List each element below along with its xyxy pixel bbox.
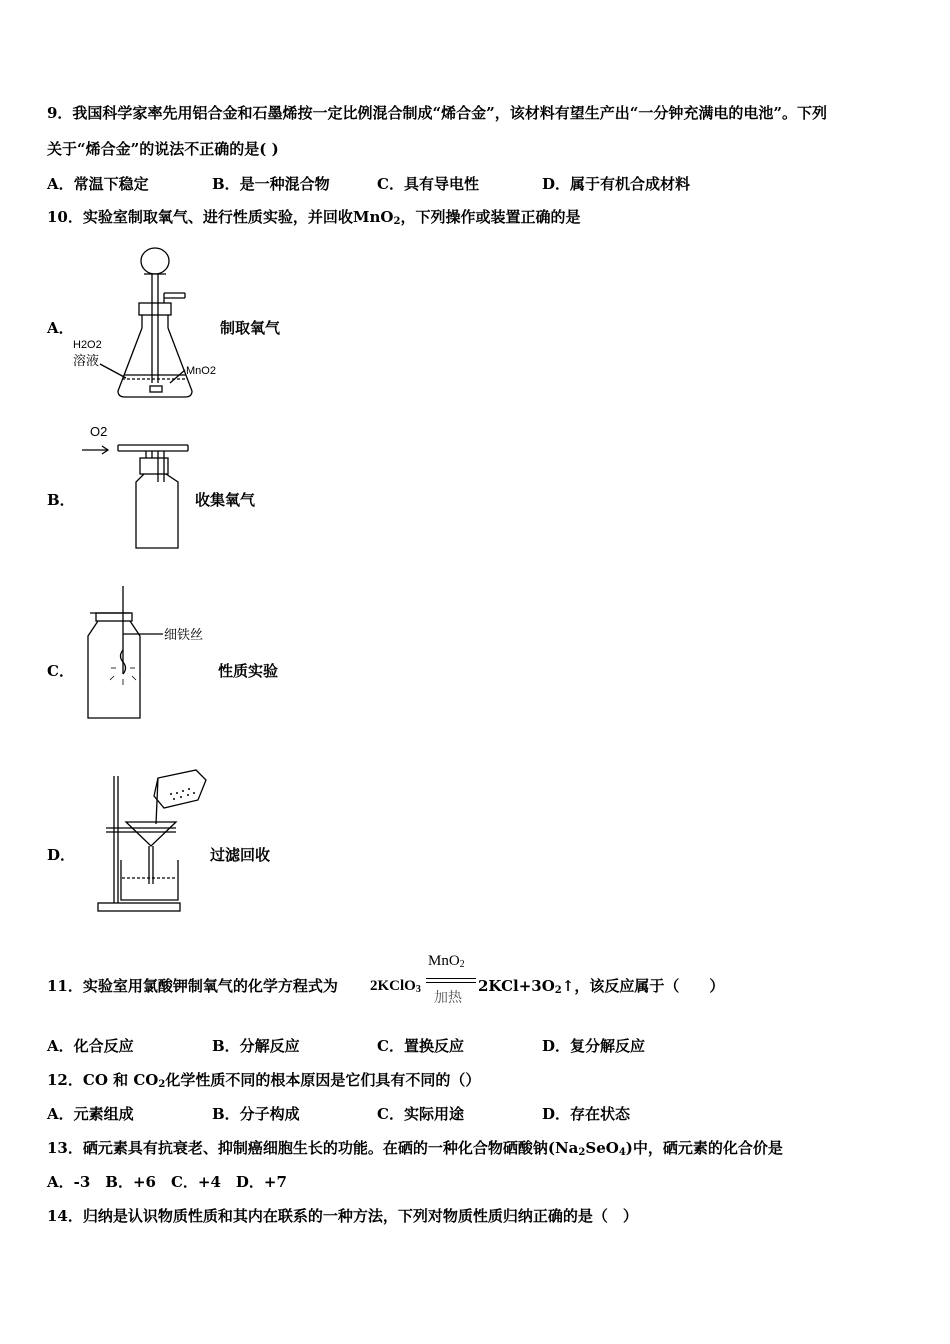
q9-option-b: B．是一种混合物: [212, 175, 330, 193]
q11-option-b: B．分解反应: [212, 1037, 300, 1055]
h2o2-label: H2O2: [73, 339, 102, 351]
q9-option-c: C．具有导电性: [377, 175, 479, 193]
q12-option-b: B．分子构成: [212, 1105, 300, 1123]
iron-wire-label: 细铁丝: [164, 628, 204, 643]
q9-stem-line2: 关于“烯合金”的说法不正确的是( ): [47, 140, 279, 158]
q12-option-a: A．元素组成: [47, 1105, 134, 1123]
q11-option-c: C．置换反应: [377, 1037, 464, 1055]
q10-option-c-caption: 性质实验: [218, 662, 279, 680]
q11-equals-bar-bottom: [426, 982, 476, 983]
q11-reactant: 2KClO$_3$: [370, 978, 421, 995]
q11-option-d: D．复分解反应: [542, 1037, 646, 1055]
q14-stem: 14．归纳是认识物质性质和其内在联系的一种方法，下列对物质性质归纳正确的是（ ）: [47, 1207, 638, 1225]
q10-option-a-caption: 制取氧气: [220, 319, 281, 337]
q12-option-d: D．存在状态: [542, 1105, 631, 1123]
o2-label: O2: [90, 424, 108, 439]
q12-option-c: C．实际用途: [377, 1105, 464, 1123]
q11-condition: 加热: [434, 990, 462, 1006]
q9-option-d: D．属于有机合成材料: [542, 175, 691, 193]
q9-option-a: A．常温下稳定: [47, 175, 149, 193]
q11-option-a: A．化合反应: [47, 1037, 134, 1055]
solution-label: 溶液: [73, 354, 100, 369]
q10-option-d-letter: D．: [47, 846, 76, 864]
q10-option-c-letter: C．: [47, 662, 74, 680]
q10-option-d-caption: 过滤回收: [210, 846, 271, 864]
q11-rest: $2KCl+3O_2↑$，该反应属于（ ）: [478, 977, 725, 996]
q13-options: A．-3 B．+6 C．+4 D．+7: [47, 1173, 287, 1191]
q12-stem: 12．CO 和 $CO_2$化学性质不同的根本原因是它们具有不同的（）: [47, 1071, 481, 1090]
q11-catalyst: MnO$_2$: [428, 953, 465, 970]
q11-equals-bar-top: [426, 978, 476, 979]
q10-stem: 10．实验室制取氧气、进行性质实验，并回收MnO$_2$，下列操作或装置正确的是: [47, 208, 581, 227]
q13-stem: 13．硒元素具有抗衰老、抑制癌细胞生长的功能。在硒的一种化合物硒酸钠$(Na_2SeO_4)$中，硒元素的化合价是: [47, 1139, 783, 1158]
filtration-figure: [96, 766, 216, 916]
q9-stem-line1: 9．我国科学家率先用铝合金和石墨烯按一定比例混合制成“烯合金”，该材料有望生产出“一分钟充满电的电池”。下列: [47, 104, 827, 122]
mno2-label: MnO2: [186, 365, 216, 377]
q10-option-b-caption: 收集氧气: [195, 491, 256, 509]
gas-bottle-figure: [78, 422, 198, 554]
q10-option-a-letter: A．: [47, 319, 74, 337]
flask-apparatus-figure: [70, 243, 230, 403]
q10-option-b-letter: B．: [47, 491, 75, 509]
iron-wire-bottle-figure: [78, 584, 218, 724]
q11-stem-prefix: 11．实验室用氯酸钾制氧气的化学方程式为: [47, 977, 338, 995]
